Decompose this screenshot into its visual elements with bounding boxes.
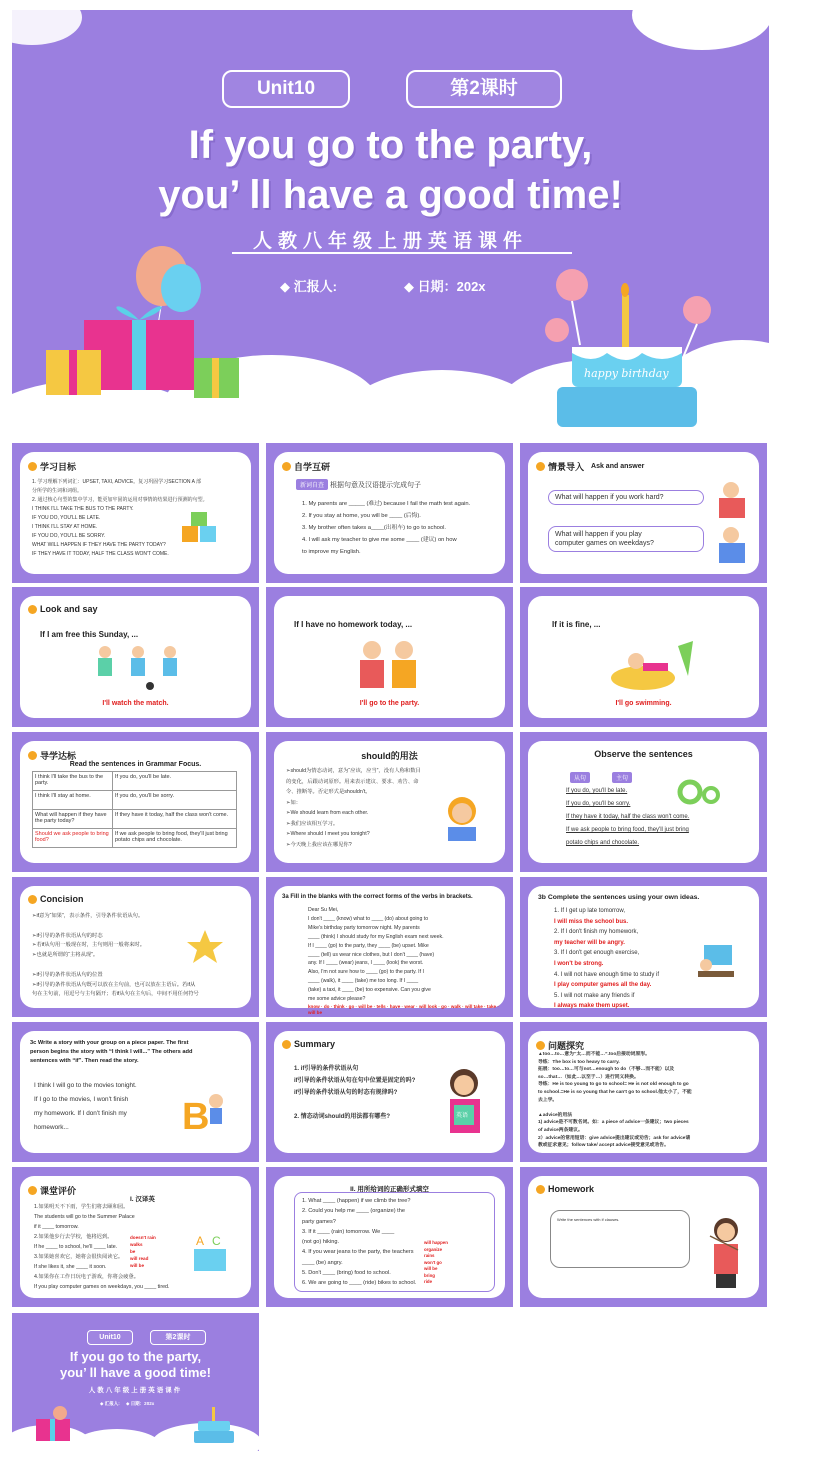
slide-learning-goals xyxy=(12,443,259,583)
reading-boy-illustration xyxy=(442,793,482,843)
concision-notes: ➢if意为“如果”，表示条件，引导条件状语从句。 ➢if引导的条件状语从句的时态 ➢若if从句用一般现在时，主句则用一般将来时。 ➢也就是所谓的“主将从现”。 ➢if引导的条件状语从句的位置 ➢if引导的条件状语从句既可以放在主句前，也可以放在主语后。若if从 句在主句前，用逗号与主句隔开；若if从句在主句后，中间不用任何符号 xyxy=(32,913,199,998)
slide-observe-sentences xyxy=(520,732,767,872)
star-icon xyxy=(185,928,225,966)
instruction-row xyxy=(296,479,421,490)
slide-concision xyxy=(12,877,259,1017)
slide-title: should的用法 xyxy=(361,751,418,761)
gift-boxes-illustration xyxy=(22,1405,82,1445)
books-abc-illustration xyxy=(190,1231,230,1276)
lesson-pill: 第2课时 xyxy=(150,1330,206,1345)
date-label: 日期：202x xyxy=(417,279,486,294)
letter-text: Dear Su Mei, I don't ____ (know) what to ____ (do) about going to Mike's birthday party tomorrow night. My parents ____ (think) I should study for my English exam next week. If I ____ (go) to the party, they ____ (be) upset. Mike ____ (tell) us wear nice clothes, but I don't ____ (have) any. If I ____ (wear) jeans, I ____ (look) the worst. Also, I'm not sure how to ____ (go) to the party. If I ____ (walk), it ____ (take) me too long. If I ____ (take) a taxi, it ____ (be) too expensive. Can you give me some advice please? xyxy=(308,907,444,1003)
bullet-dot-icon xyxy=(282,462,291,471)
subordinate-clause-tag: 从句 xyxy=(570,772,590,783)
prompt-text: If I am free this Sunday, ... xyxy=(40,630,139,639)
goals-text: 1. 学习理解下列词汇：UPSET, TAXI, ADVICE。复习巩固学习SECTION A 部 分所学的生词和词组。 2. 通过核心句型的集中学习，能更加牢固的运用对事情的结果进行预测的句型。 I THINK I'LL TAKE THE BUS TO THE PARTY. IF YOU DO, YOU'LL BE LATE. I THINK I'LL STAY AT HOME. IF YOU DO, YOU'LL BE SORRY. WHAT WILL HAPPEN IF THEY HAVE THE PARTY TODAY? IF THEY HAVE IT TODAY, HALF THE CLASS WON'T COME. xyxy=(32,479,208,557)
summary-questions: 1. if引导的条件状语从句 if引导的条件状语从句在句中位置是固定的吗? if引导的条件状语从句的时态有规律吗? 2. 情态动词should的用法都有哪些? xyxy=(294,1066,416,1120)
svg-text:B: B xyxy=(182,1096,210,1138)
unit-label: Unit10 xyxy=(256,78,316,99)
slide-should-usage xyxy=(266,732,513,872)
abc-blocks-icon xyxy=(180,512,220,547)
thumbnail-title: If you go to the party, you’ ll have a good time! xyxy=(60,1349,211,1380)
bullet-dot-icon xyxy=(28,895,37,904)
birthday-cake-illustration xyxy=(532,265,732,435)
football-players-illustration xyxy=(90,644,190,694)
slide-3b-complete xyxy=(520,877,767,1017)
bullet-dot-icon xyxy=(28,462,37,471)
table-row: What will happen if they have the party today? If they have it today, half the class won't come. xyxy=(33,810,237,829)
answer-text: I'll go to the party. xyxy=(359,700,420,707)
answer-text: I'll watch the match. xyxy=(102,700,169,707)
prompt-text: If it is fine, ... xyxy=(552,620,601,629)
slide-grammar-focus xyxy=(12,732,259,872)
reporter-info xyxy=(280,276,337,295)
unit-pill: Unit10 xyxy=(87,1330,133,1345)
bullet-dot-icon xyxy=(536,1185,545,1194)
main-clause-tag: 主句 xyxy=(612,772,632,783)
slide-problem-exploration xyxy=(520,1022,767,1162)
slide-no-homework xyxy=(266,587,513,727)
slide-3a-fill-blanks xyxy=(266,877,513,1017)
question-box-1: What will happen if you work hard? xyxy=(548,490,704,505)
story-text: I think I will go to the movies tonight. If I go to the movies, I won't finish my homework. If I don't finish my homework... xyxy=(34,1082,137,1131)
exploration-notes: ▲too…to…意为“太…而不能…”.too后接动词原形。 导练：The box is too heavy to carry. 拓展：too…to…可与not…enough to do（不够…而不能）以及 so…that…（如此…以至于…）进行同义转换。 导练：He is too young to go to school= He is not old enough to go to school.=He is so young that he can't go to school.他太小了，不能 去上学。 ▲advice的用法 1) advice是不可数名词。如：a piece of advice一条建议；two pieces of advice两条建议。 2）advice的常用短语：give advice提出建议或劝告；ask for advice请 教或征求意见；follow take/ accept advice接受意见或劝告。 xyxy=(538,1052,692,1149)
gift-boxes-illustration xyxy=(34,240,254,410)
slide-verb-forms xyxy=(266,1167,513,1307)
computer-kid-illustration xyxy=(696,941,736,981)
cloud-decoration xyxy=(72,1429,162,1465)
teacher-illustration xyxy=(706,1216,746,1291)
cover-title-line1: If you go to the party, xyxy=(188,123,593,167)
date-info xyxy=(404,276,486,295)
reporter-label: 汇报人: xyxy=(293,279,337,294)
homework-speech-bubble: Write the sentences with if clauses. xyxy=(550,1210,690,1268)
instruction-text: 根据句意及汉语提示完成句子 xyxy=(329,482,421,489)
prompt-text: If I have no homework today, ... xyxy=(294,620,413,629)
slide-title: Homework xyxy=(536,1184,594,1194)
svg-text:A: A xyxy=(196,1234,205,1248)
caterpillar-icon xyxy=(678,777,723,807)
table-row: Should we ask people to bring food? If we ask people to bring food, they'll just bring potato chips and chocolate. xyxy=(33,829,237,848)
answer-text: I'll go swimming. xyxy=(615,700,672,707)
completed-sentences: 1. If I get up late tomorrow, I will miss the school bus. 2. If I don't finish my homework, my teacher will be angry. 3. If I don't get enough exercise, I won't be strong. 4. I will not have enough time to study if I play computer games all the day. 5. I will not make any friends if I always make them upset. xyxy=(554,908,660,1010)
student-figures-illustration xyxy=(713,480,753,570)
answer-key: doesn't rain walks be will read will be xyxy=(130,1235,156,1268)
diamond-icon: ◆ xyxy=(280,279,294,294)
letter-b-kid-illustration xyxy=(180,1089,225,1139)
slide-title: Concision xyxy=(28,894,84,904)
verb-exercise: 1. What ____ (happen) if we climb the tree? 2. Could you help me ____ (organize) the party games? 3. If it ____ (rain) tomorrow. We ____ (not go) hiking. 4. If you wear jeans to the party, the teachers ____ (be) angry. 5. Don't ____ (bring) food to school. 6. We are going to ____ (ride) bikes to school. xyxy=(302,1198,417,1287)
cover-title-line2: you’ ll have a good time! xyxy=(158,173,623,217)
answer-key: will happen organize rains won't go will be bring ride xyxy=(424,1240,448,1284)
slide-summary xyxy=(266,1022,513,1162)
should-notes: ➢should为情态动词，意为“应该，应当”，没有人称和数目 的变化，后跟动词原形。用来表示建议、要求、劝告、命 令、推断等。否定形式是shouldn't。 ➢如： ➢We should learn from each other. ➢我们应该相互学习。 ➢Where should I meet you tonight? ➢今天晚上我应该在哪见你? xyxy=(286,768,421,848)
table-row: I think I'll stay at home. If you do, you'll be sorry. xyxy=(33,791,237,810)
thumbnail-subtitle: 人教八年级上册英语课件 xyxy=(88,1387,183,1394)
slide-title: Look and say xyxy=(28,604,98,614)
grammar-table xyxy=(32,771,237,848)
slide-self-study xyxy=(266,443,513,583)
slide-title: 3c Write a story with your group on a piece paper. The first person begins the story with “I think I will...” The others add sentences with “if”. Then read the story. xyxy=(30,1040,193,1064)
book-label: 英语 xyxy=(456,1112,469,1119)
diamond-icon: ◆ xyxy=(404,279,418,294)
slide-look-and-say xyxy=(12,587,259,727)
subtitle-underline xyxy=(232,252,572,254)
slide-title: 学习目标 xyxy=(28,460,76,473)
slide-title: 课堂评价 xyxy=(28,1184,76,1197)
cloud-decoration xyxy=(0,0,82,45)
lesson-label: 第2课时 xyxy=(450,78,518,99)
table-row: I think I'll take the bus to the party. If you do, you'll be late. xyxy=(33,772,237,791)
bullet-dot-icon xyxy=(536,1041,545,1050)
cover-slide xyxy=(12,10,769,435)
slide-3c-story xyxy=(12,1022,259,1162)
slide-if-fine xyxy=(520,587,767,727)
swimming-girl-illustration xyxy=(598,636,698,696)
bullet-dot-icon xyxy=(28,1186,37,1195)
clause-tags xyxy=(612,767,632,785)
clause-tags xyxy=(570,767,590,785)
bullet-dot-icon xyxy=(28,605,37,614)
slide-scenario-intro xyxy=(520,443,767,583)
bullet-dot-icon xyxy=(28,751,37,760)
slide-title: 问题探究 xyxy=(536,1039,584,1052)
example-sentences: If you do, you'll be late. If you do, you'll be sorry. If they have it today, half the class won't come. If we ask people to bring food, they'll just bring potato chips and chocolate. xyxy=(566,788,690,846)
question-box-2: What will happen if you play computer games on weekdays? xyxy=(548,526,704,552)
birthday-cake-illustration xyxy=(190,1405,240,1447)
slide-title: 3b Complete the sentences using your own ideas. xyxy=(538,894,700,901)
unit-pill xyxy=(222,70,350,108)
slide-title: Observe the sentences xyxy=(594,749,693,759)
slide-subtitle: Ask and answer xyxy=(591,463,645,470)
slide-subtitle: Read the sentences in Grammar Focus. xyxy=(69,761,202,768)
section-title: I. 汉译英 xyxy=(130,1196,155,1203)
answer-key: know · do · think · go · will be · tells · have · wear · will look · go · walk · will take · take · will be xyxy=(308,1004,499,1015)
slide-homework xyxy=(520,1167,767,1307)
fill-sentences: 1. My parents are _____ (难过) because I fail the math test again. 2. If you stay at home, you will be ____ (后悔). 3. My brother often takes a____(出租车) to go to school. 4. I will ask my teacher to give me some ____ (建议) on how to improve my English. xyxy=(302,501,471,555)
slide-title: II. 用所给词的正确形式填空 xyxy=(350,1186,429,1193)
slide-class-evaluation xyxy=(12,1167,259,1307)
cover-subtitle: 人教八年级上册英语课件 xyxy=(252,231,528,252)
lesson-pill xyxy=(406,70,562,108)
slide-title: Summary xyxy=(282,1039,335,1049)
slide-cover-thumbnail xyxy=(12,1313,259,1451)
bullet-dot-icon xyxy=(282,1040,291,1049)
girl-with-book-illustration xyxy=(442,1067,487,1147)
cake-text: happy birthday xyxy=(584,367,669,380)
party-kids-illustration xyxy=(354,638,424,698)
svg-text:C: C xyxy=(212,1234,221,1248)
slide-title: 导学达标 xyxy=(28,749,76,762)
slide-title: 情景导入 Ask and answer xyxy=(536,460,644,473)
cloud-decoration xyxy=(632,0,772,50)
bullet-dot-icon xyxy=(536,462,545,471)
thumbnail-info: ◆ 汇报人: ◆ 日期：202x xyxy=(100,1401,155,1406)
new-words-tag: 新词自查 xyxy=(296,479,328,490)
slide-title: 自学互研 xyxy=(282,460,330,473)
slide-title: 3a Fill in the blanks with the correct forms of the verbs in brackets. xyxy=(282,894,473,900)
translation-exercise: 1.如果明天不下雨，学生们将去颐和园。 The students will go to the Summer Palace if it ____ tomorrow. 2.如果他步行去学校，他将迟到。 If he ____ to school, he'll ____ late. 3.如果她喜欢它，她将会很快阅读它。 If she likes it, she ____ it soon. 4.如果你在工作日玩电子游戏，你将会疲惫。 If you play computer games on weekdays, you ____ tired. xyxy=(34,1204,170,1290)
